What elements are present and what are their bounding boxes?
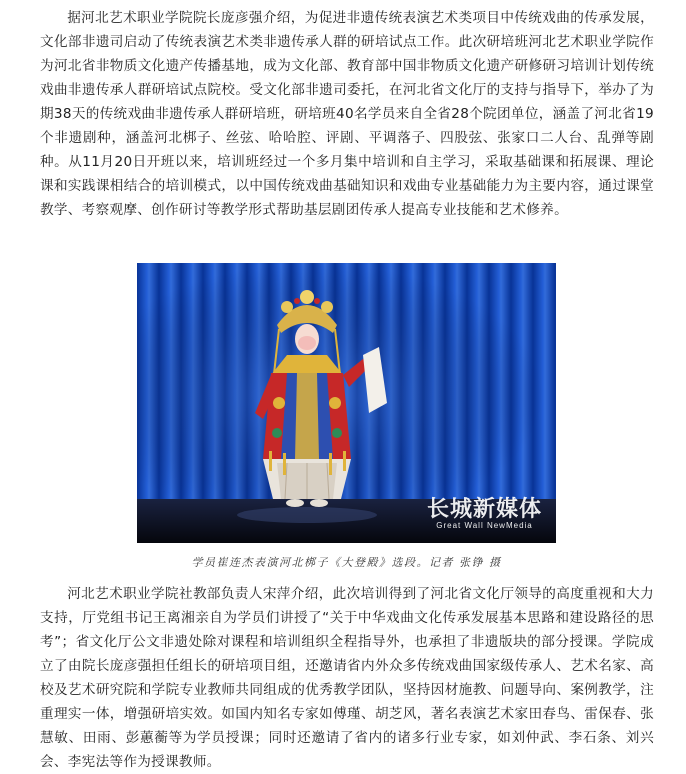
article-paragraph-2: 河北艺术职业学院社教部负责人宋萍介绍，此次培训得到了河北省文化厅领导的高度重视和大力支持，厅党组书记王离湘亲自为学员们讲授了“关于中华戏曲文化传承发展基本思路和建设路径的思考”；省文化厅公文非遗处除对课程和培训组织全程指导外，也承担了非遗版块的部分授课。学院成立了由院长庞彦强担任组长的研培项目组，还邀请省内外众多传统戏曲国家级传承人、艺术名家、高校及艺术研究院和学院专业教师共同组成的优秀教学团队，坚持因材施教、问题导向、案例教学，注重理实一体，增强研培实效。如国内知名专家如傅瑾、胡芝风，著名表演艺术家田春鸟、雷保春、张慧敏、田雨、彭蕙蘅等为学员授课；同时还邀请了省内的诸多行业专家，如刘仲武、李石条、刘兴会、李宪法等作为授课教师。 (40, 586, 654, 770)
watermark-subtitle: Great Wall NewMedia (436, 521, 533, 530)
watermark-logo-text: 长城新媒体 (426, 496, 542, 522)
news-watermark (427, 497, 542, 531)
performance-photo (137, 263, 556, 543)
article-paragraph-1: 据河北艺术职业学院院长庞彦强介绍，为促进非遗传统表演艺术类项目中传统戏曲的传承发展，文化部非遗司启动了传统表演艺术类非遗传承人群的研培试点工作。此次研培班河北艺术职业学院作为河北省非物质文化遗产传播基地，成为文化部、教育部中国非物质文化遗产研修研习培训计划传统戏曲非遗传承人群研培试点院校。受文化部非遗司委托，在河北省文化厅的支持与指导下，举办了为期38天的传统戏曲非遗传承人群研培班，研培班40名学员来自全省28个院团单位，涵盖了河北省19个非遗剧种，涵盖河北梆子、丝弦、哈哈腔、评剧、平调落子、四股弦、张家口二人台、乱弹等剧种。从11月20日开班以来，培训班经过一个多月集中培训和自主学习，采取基础课和拓展课、理论课和实践课相结合的培训模式，以中国传统戏曲基础知识和戏曲专业基础能力为主要内容，通过课堂教学、考察观摩、创作研讨等教学形式帮助基层剧团传承人提高专业技能和艺术修养。 (40, 10, 654, 218)
photo-caption: 学员崔连杰表演河北梆子《大登殿》选段。记者 张铮 摄 (191, 556, 502, 569)
